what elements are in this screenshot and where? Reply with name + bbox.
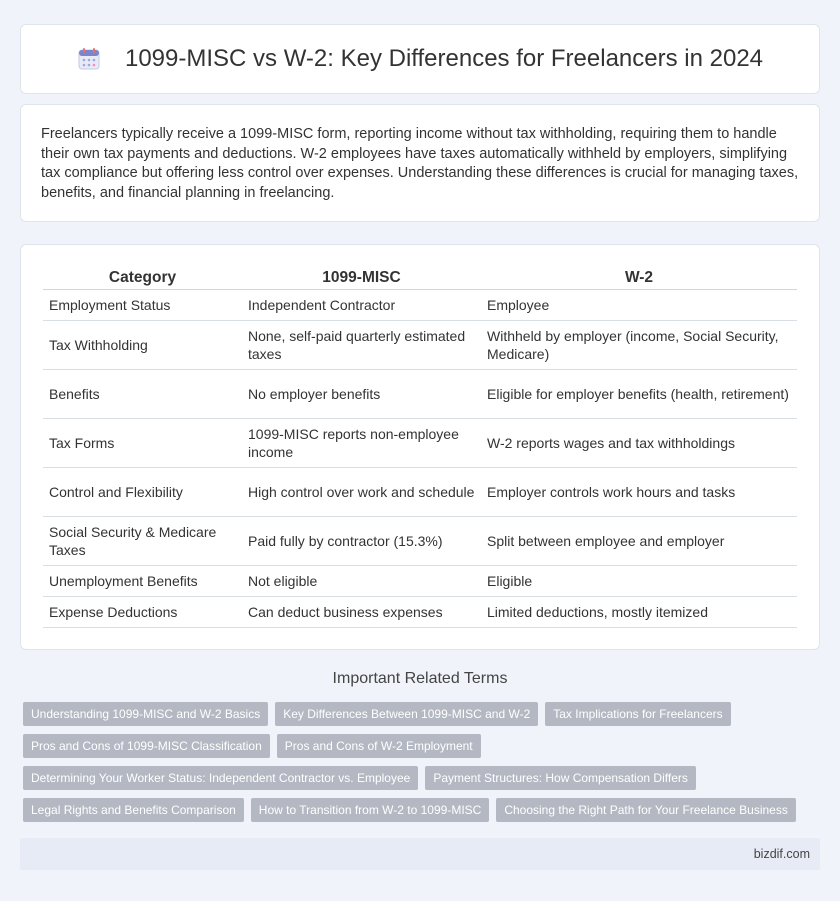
cell-w2: Employer controls work hours and tasks — [481, 468, 797, 517]
cell-category: Tax Forms — [43, 419, 242, 468]
related-term-link[interactable]: Determining Your Worker Status: Independent Contractor vs. Employee — [23, 766, 418, 790]
cell-w2: Eligible for employer benefits (health, retirement) — [481, 370, 797, 419]
page-title: 1099-MISC vs W-2: Key Differences for Freelancers in 2024 — [124, 45, 764, 72]
cell-1099-misc: 1099-MISC reports non-employee income — [242, 419, 481, 468]
table-row — [43, 370, 797, 419]
cell-w2: Eligible — [481, 566, 797, 597]
cell-category: Unemployment Benefits — [43, 566, 242, 597]
table-row — [43, 290, 797, 321]
cell-category: Benefits — [43, 370, 242, 419]
cell-1099-misc: Can deduct business expenses — [242, 597, 481, 628]
related-term-link[interactable]: Choosing the Right Path for Your Freelance Business — [496, 798, 796, 822]
related-term-link[interactable]: Understanding 1099-MISC and W-2 Basics — [23, 702, 268, 726]
related-term-link[interactable]: Legal Rights and Benefits Comparison — [23, 798, 244, 822]
calendar-icon — [77, 47, 101, 71]
cell-1099-misc: Paid fully by contractor (15.3%) — [242, 517, 481, 566]
header-card — [20, 24, 820, 94]
related-term-link[interactable]: Pros and Cons of W-2 Employment — [277, 734, 481, 758]
table-row — [43, 468, 797, 517]
intro-card — [20, 104, 820, 222]
header-w2: W-2 — [481, 265, 797, 290]
cell-w2: Withheld by employer (income, Social Security, Medicare) — [481, 321, 797, 370]
comparison-table — [43, 265, 797, 628]
cell-1099-misc: Independent Contractor — [242, 290, 481, 321]
table-row — [43, 597, 797, 628]
header-category: Category — [43, 265, 242, 290]
cell-1099-misc: Not eligible — [242, 566, 481, 597]
related-term-link[interactable]: How to Transition from W-2 to 1099-MISC — [251, 798, 490, 822]
table-row — [43, 517, 797, 566]
footer-site-link[interactable]: bizdif.com — [753, 847, 810, 861]
table-row — [43, 321, 797, 370]
cell-1099-misc: None, self-paid quarterly estimated taxes — [242, 321, 481, 370]
cell-w2: Limited deductions, mostly itemized — [481, 597, 797, 628]
cell-category: Social Security & Medicare Taxes — [43, 517, 242, 566]
cell-category: Tax Withholding — [43, 321, 242, 370]
related-terms-title: Important Related Terms — [332, 670, 508, 687]
cell-category: Employment Status — [43, 290, 242, 321]
cell-category: Expense Deductions — [43, 597, 242, 628]
comparison-table-card — [20, 244, 820, 650]
related-terms-tags — [23, 702, 823, 830]
cell-category: Control and Flexibility — [43, 468, 242, 517]
table-row — [43, 419, 797, 468]
cell-1099-misc: No employer benefits — [242, 370, 481, 419]
header-1099-misc: 1099-MISC — [242, 265, 481, 290]
cell-w2: Split between employee and employer — [481, 517, 797, 566]
cell-w2: W-2 reports wages and tax withholdings — [481, 419, 797, 468]
cell-1099-misc: High control over work and schedule — [242, 468, 481, 517]
related-term-link[interactable]: Tax Implications for Freelancers — [545, 702, 730, 726]
related-term-link[interactable]: Payment Structures: How Compensation Differs — [425, 766, 696, 790]
table-header-row — [43, 265, 797, 290]
cell-w2: Employee — [481, 290, 797, 321]
related-term-link[interactable]: Key Differences Between 1099-MISC and W-2 — [275, 702, 538, 726]
table-row — [43, 566, 797, 597]
related-term-link[interactable]: Pros and Cons of 1099-MISC Classification — [23, 734, 270, 758]
footer — [20, 838, 820, 870]
intro-paragraph: Freelancers typically receive a 1099-MISC form, reporting income without tax withholding, requiring them to handle their own tax payments and deductions. W-2 employees have taxes automatically withheld by employers, simplifying tax compliance but offering less control over expenses. Understanding these differences is crucial for managing taxes, benefits, and financial planning in freelancing. — [41, 126, 799, 201]
